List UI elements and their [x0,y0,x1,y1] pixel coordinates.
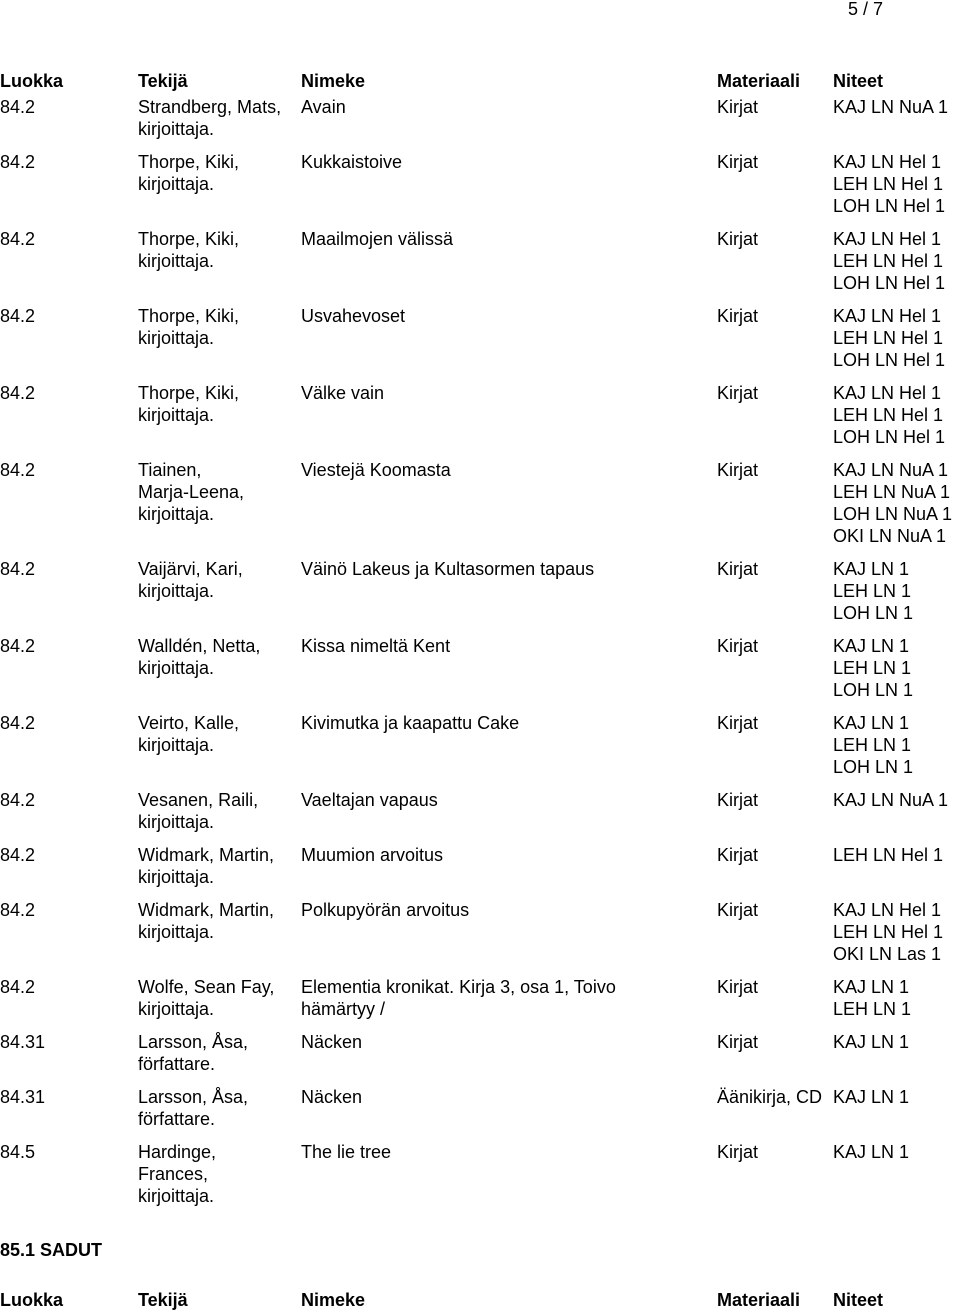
cell-nimeke-line: Elementia kronikat. Kirja 3, osa 1, Toivo [301,977,616,997]
cell-niteet [833,844,960,866]
cell-niteet-line: LOH LN Hel 1 [833,196,946,216]
cell-niteet [833,558,960,624]
header-materiaali: Materiaali [717,1290,801,1310]
cell-niteet [833,382,960,448]
cell-materiaali: Kirjat [717,152,759,172]
cell-nimeke-line: Maailmojen välissä [301,229,454,249]
cell-materiaali: Kirjat [717,900,759,920]
table-row [0,1141,960,1218]
cell-niteet-line: LEH LN NuA 1 [833,482,951,502]
cell-nimeke-line: Avain [301,97,346,117]
cell-niteet [833,151,960,217]
cell-nimeke-line: hämärtyy / [301,999,386,1019]
cell-luokka: 84.2 [0,383,36,403]
cell-tekija [138,228,296,272]
cell-nimeke [301,382,711,404]
cell-luokka: 84.2 [0,636,36,656]
cell-materiaali: Kirjat [717,977,759,997]
table-row [0,976,960,1031]
cell-luokka: 84.2 [0,977,36,997]
cell-nimeke-line: Kukkaistoive [301,152,403,172]
table-header [0,70,960,92]
cell-luokka: 84.2 [0,845,36,865]
cell-nimeke [301,712,711,734]
cell-tekija [138,96,296,140]
cell-nimeke-line: The lie tree [301,1142,392,1162]
cell-niteet [833,228,960,294]
cell-nimeke [301,96,711,118]
cell-tekija-line: Tiainen, [138,460,202,480]
header-nimeke: Nimeke [301,1290,366,1310]
cell-materiaali: Kirjat [717,383,759,403]
cell-nimeke-line: Näcken [301,1087,363,1107]
cell-luokka: 84.2 [0,790,36,810]
header-nimeke: Nimeke [301,71,366,91]
cell-luokka: 84.5 [0,1142,36,1162]
cell-nimeke [301,635,711,657]
table-row [0,899,960,976]
table-row [0,635,960,712]
cell-tekija-line: Widmark, Martin, [138,845,275,865]
cell-tekija [138,305,296,349]
cell-tekija-line: Larsson, Åsa, [138,1032,249,1052]
table-row [0,459,960,558]
cell-nimeke [301,1031,711,1053]
cell-niteet-line: LEH LN 1 [833,581,912,601]
cell-tekija [138,151,296,195]
cell-tekija [138,1141,296,1207]
cell-niteet-line: KAJ LN 1 [833,1087,910,1107]
cell-tekija-line: Widmark, Martin, [138,900,275,920]
cell-tekija [138,1086,296,1130]
cell-tekija-line: kirjoittaja. [138,812,215,832]
cell-tekija-line: författare. [138,1109,216,1129]
cell-tekija [138,382,296,426]
table-row [0,228,960,305]
cell-nimeke [301,976,711,1020]
cell-niteet-line: KAJ LN NuA 1 [833,460,949,480]
cell-nimeke [301,151,711,173]
cell-tekija-line: kirjoittaja. [138,581,215,601]
cell-tekija-line: kirjoittaja. [138,658,215,678]
cell-tekija-line: Marja-Leena, [138,482,245,502]
cell-tekija-line: kirjoittaja. [138,867,215,887]
cell-tekija-line: Veirto, Kalle, [138,713,240,733]
cell-tekija-line: Vaijärvi, Kari, [138,559,243,579]
cell-niteet-line: KAJ LN 1 [833,559,910,579]
cell-niteet-line: KAJ LN Hel 1 [833,152,942,172]
cell-luokka: 84.2 [0,229,36,249]
table-row [0,1031,960,1086]
cell-nimeke [301,844,711,866]
cell-niteet-line: KAJ LN NuA 1 [833,790,949,810]
cell-luokka: 84.2 [0,152,36,172]
cell-materiaali: Kirjat [717,306,759,326]
cell-niteet-line: LOH LN Hel 1 [833,350,946,370]
cell-nimeke-line: Muumion arvoitus [301,845,444,865]
cell-materiaali: Kirjat [717,229,759,249]
cell-tekija-line: Frances, [138,1164,209,1184]
cell-niteet-line: KAJ LN Hel 1 [833,306,942,326]
cell-niteet [833,789,960,811]
cell-nimeke-line: Näcken [301,1032,363,1052]
cell-luokka: 84.2 [0,460,36,480]
cell-materiaali: Kirjat [717,845,759,865]
table-row [0,382,960,459]
cell-niteet [833,976,960,1020]
header-niteet: Niteet [833,1290,884,1310]
cell-materiaali: Kirjat [717,713,759,733]
cell-materiaali: Kirjat [717,790,759,810]
cell-nimeke-line: Usvahevoset [301,306,406,326]
cell-niteet-line: LEH LN Hel 1 [833,405,944,425]
cell-materiaali: Kirjat [717,97,759,117]
cell-materiaali: Kirjat [717,460,759,480]
cell-niteet-line: OKI LN NuA 1 [833,526,947,546]
table-row [0,305,960,382]
table-row [0,1086,960,1141]
cell-tekija-line: kirjoittaja. [138,1186,215,1206]
cell-nimeke-line: Väinö Lakeus ja Kultasormen tapaus [301,559,595,579]
catalog-table-body [0,96,960,1218]
cell-niteet-line: LEH LN Hel 1 [833,922,944,942]
cell-luokka: 84.31 [0,1087,46,1107]
cell-niteet-line: LOH LN 1 [833,757,914,777]
cell-nimeke [301,228,711,250]
cell-nimeke-line: Välke vain [301,383,385,403]
cell-luokka: 84.2 [0,559,36,579]
cell-nimeke-line: Kivimutka ja kaapattu Cake [301,713,520,733]
table-row [0,712,960,789]
cell-nimeke-line: Viestejä Koomasta [301,460,451,480]
cell-luokka: 84.31 [0,1032,46,1052]
cell-materiaali: Äänikirja, CD [717,1087,823,1107]
cell-niteet-line: LOH LN Hel 1 [833,427,946,447]
cell-luokka: 84.2 [0,900,36,920]
cell-niteet [833,1031,960,1053]
cell-luokka: 84.2 [0,713,36,733]
table-row [0,96,960,151]
header-luokka: Luokka [0,71,64,91]
cell-nimeke [301,558,711,580]
cell-niteet-line: LOH LN NuA 1 [833,504,953,524]
cell-tekija-line: kirjoittaja. [138,504,215,524]
cell-niteet-line: LOH LN 1 [833,680,914,700]
cell-tekija [138,976,296,1020]
table-row [0,558,960,635]
cell-niteet [833,1086,960,1108]
cell-materiaali: Kirjat [717,1032,759,1052]
cell-tekija [138,558,296,602]
table-row [0,789,960,844]
table-row [0,844,960,899]
cell-niteet-line: OKI LN Las 1 [833,944,942,964]
cell-niteet-line: KAJ LN 1 [833,977,910,997]
cell-tekija-line: Thorpe, Kiki, [138,229,240,249]
cell-niteet-line: LOH LN 1 [833,603,914,623]
cell-niteet [833,305,960,371]
cell-niteet [833,899,960,965]
cell-niteet-line: LEH LN Hel 1 [833,845,944,865]
cell-niteet [833,1141,960,1163]
cell-tekija [138,844,296,888]
cell-tekija-line: kirjoittaja. [138,735,215,755]
cell-tekija [138,712,296,756]
cell-nimeke [301,1141,711,1163]
cell-tekija-line: kirjoittaja. [138,119,215,139]
cell-tekija-line: Thorpe, Kiki, [138,383,240,403]
cell-niteet-line: LEH LN 1 [833,999,912,1019]
cell-niteet-line: LEH LN 1 [833,735,912,755]
cell-nimeke [301,459,711,481]
table-row [0,151,960,228]
cell-niteet-line: KAJ LN NuA 1 [833,97,949,117]
cell-nimeke [301,1086,711,1108]
cell-tekija-line: Strandberg, Mats, [138,97,282,117]
cell-luokka: 84.2 [0,97,36,117]
cell-niteet [833,712,960,778]
cell-tekija-line: Vesanen, Raili, [138,790,259,810]
cell-nimeke-line: Vaeltajan vapaus [301,790,438,810]
cell-niteet-line: KAJ LN Hel 1 [833,229,942,249]
header-niteet: Niteet [833,71,884,91]
cell-nimeke [301,789,711,811]
cell-materiaali: Kirjat [717,1142,759,1162]
cell-tekija-line: kirjoittaja. [138,922,215,942]
cell-tekija-line: kirjoittaja. [138,328,215,348]
cell-niteet-line: LEH LN 1 [833,658,912,678]
cell-niteet-line: LEH LN Hel 1 [833,174,944,194]
cell-materiaali: Kirjat [717,559,759,579]
section-heading: 85.1 SADUT [0,1240,103,1260]
cell-materiaali: Kirjat [717,636,759,656]
cell-nimeke-line: Kissa nimeltä Kent [301,636,451,656]
cell-tekija-line: Larsson, Åsa, [138,1087,249,1107]
cell-luokka: 84.2 [0,306,36,326]
cell-tekija [138,1031,296,1075]
cell-tekija [138,789,296,833]
header-materiaali: Materiaali [717,71,801,91]
cell-niteet-line: LOH LN Hel 1 [833,273,946,293]
page-number: 5 / 7 [847,0,883,19]
cell-tekija-line: kirjoittaja. [138,405,215,425]
cell-niteet-line: KAJ LN 1 [833,636,910,656]
header-luokka: Luokka [0,1290,64,1310]
cell-tekija-line: kirjoittaja. [138,251,215,271]
cell-tekija-line: kirjoittaja. [138,174,215,194]
cell-tekija-line: Thorpe, Kiki, [138,306,240,326]
cell-niteet-line: LEH LN Hel 1 [833,328,944,348]
cell-niteet-line: LEH LN Hel 1 [833,251,944,271]
cell-niteet [833,459,960,547]
cell-tekija-line: Hardinge, [138,1142,217,1162]
cell-tekija-line: Walldén, Netta, [138,636,261,656]
table-header-repeat [0,1289,960,1311]
cell-tekija [138,459,296,525]
cell-tekija [138,899,296,943]
header-tekija: Tekijä [138,1290,188,1310]
cell-nimeke [301,305,711,327]
cell-tekija [138,635,296,679]
cell-tekija-line: Thorpe, Kiki, [138,152,240,172]
cell-tekija-line: kirjoittaja. [138,999,215,1019]
cell-nimeke-line: Polkupyörän arvoitus [301,900,470,920]
cell-nimeke [301,899,711,921]
cell-tekija-line: författare. [138,1054,216,1074]
cell-tekija-line: Wolfe, Sean Fay, [138,977,275,997]
cell-niteet-line: KAJ LN 1 [833,1142,910,1162]
cell-niteet-line: KAJ LN Hel 1 [833,383,942,403]
header-tekija: Tekijä [138,71,188,91]
cell-niteet-line: KAJ LN 1 [833,713,910,733]
cell-niteet-line: KAJ LN 1 [833,1032,910,1052]
cell-niteet [833,635,960,701]
cell-niteet-line: KAJ LN Hel 1 [833,900,942,920]
cell-niteet [833,96,960,118]
